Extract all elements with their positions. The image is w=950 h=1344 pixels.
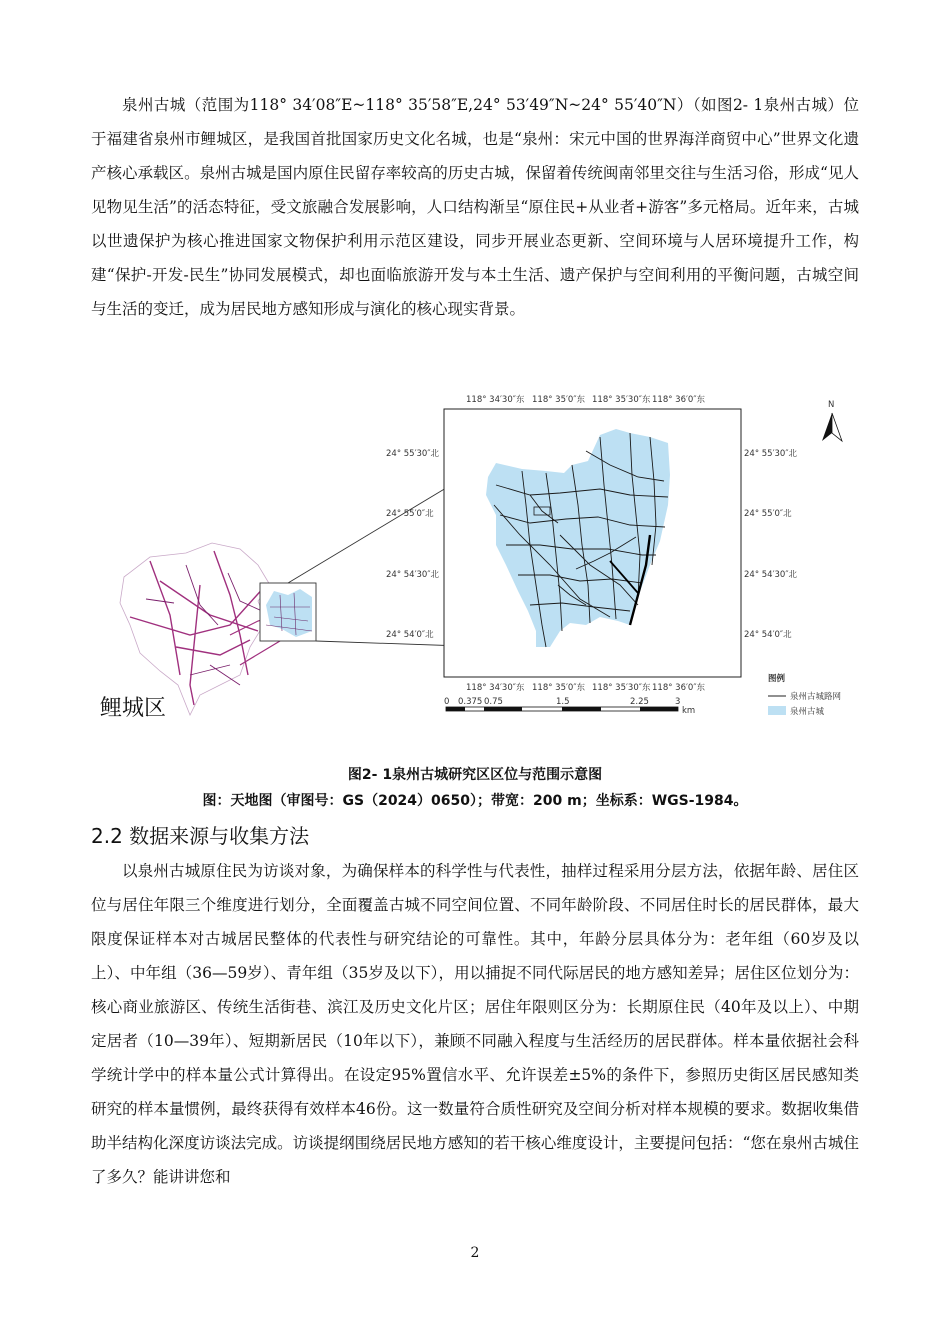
district-overview-map xyxy=(100,543,316,721)
svg-text:N: N xyxy=(828,400,835,410)
top-tick-1: 118° 34′30″东 xyxy=(466,395,525,405)
section-heading: 2.2 数据来源与收集方法 xyxy=(91,824,310,848)
top-tick-2: 118° 35′0″东 xyxy=(532,395,586,405)
figure-caption-title: 图2- 1泉州古城研究区区位与范围示意图 xyxy=(347,767,603,783)
scale-unit: km xyxy=(682,706,696,716)
legend-roads-label: 泉州古城路网 xyxy=(790,692,842,702)
left-tick-1: 24° 55′30″北 xyxy=(386,449,440,459)
legend-title: 图例 xyxy=(768,674,786,684)
district-label: 鲤城区 xyxy=(100,696,167,721)
figure-caption-source: 图：天地图（审图号：GS（2024）0650）；带宽：200 m；坐标系：WGS-1984。 xyxy=(202,793,748,809)
bottom-tick-4: 118° 36′0″东 xyxy=(652,683,706,693)
scale-label-1: 0.375 xyxy=(458,697,483,707)
method-paragraph: 以泉州古城原住民为访谈对象，为确保样本的科学性与代表性，抽样过程采用分层方法，依据年龄、居住区位与居住年限三个维度进行划分，全面覆盖古城不同空间位置、不同年龄阶段、不同居住时长的居民群体，最大限度保证样本对古城居民整体的代表性与研究结论的可靠性。其中，年龄分层具体分为：老年组（60岁及以上）、中年组（36—59岁）、青年组（35岁及以下），用以捕捉不同代际居民的地方感知差异；居住区位划分为：核心商业旅游区、传统生活街巷、滨江及历史文化片区；居住年限则区分为：长期原住民（40年及以上）、中期定居者（10—39年）、短期新居民（10年以下），兼顾不同融入程度与生活经历的居民群体。样本量依据社会科学统计学中的样本量公式计算得出。在设定95%置信水平、允许误差±5%的条件下，参照历史街区居民感知类研究的样本量惯例，最终获得有效样本46份。这一数量符合质性研究及空间分析对样本规模的要求。数据收集借助半结构化深度访谈法完成。访谈提纲围绕居民地方感知的若干核心维度设计，主要提问包括：“您在泉州古城住了多久？能讲讲您和 xyxy=(91,862,859,1186)
scale-label-4: 2.25 xyxy=(630,697,649,707)
page-number: 2 xyxy=(470,1245,480,1261)
top-tick-3: 118° 35′30″东 xyxy=(592,395,651,405)
right-tick-4: 24° 54′0″北 xyxy=(744,630,792,640)
left-tick-2: 24° 55′0″北 xyxy=(386,509,434,519)
bottom-tick-1: 118° 34′30″东 xyxy=(466,683,525,693)
scale-bar xyxy=(444,697,695,716)
legend-area-label: 泉州古城 xyxy=(790,707,825,717)
left-tick-3: 24° 54′30″北 xyxy=(386,570,440,580)
left-tick-4: 24° 54′0″北 xyxy=(386,630,434,640)
scale-label-5: 3 xyxy=(675,697,681,707)
scale-label-3: 1.5 xyxy=(556,697,570,707)
intro-paragraph: 泉州古城（范围为118° 34′08″E~118° 35′58″E,24° 53′49″N~24° 55′40″N）（如图2- 1泉州古城）位于福建省泉州市鲤城区，是我国首批国家历史文化名城，也是“泉州：宋元中国的世界海洋商贸中心”世界文化遗产核心承载区。泉州古城是国内原住民留存率较高的历史古城，保留着传统闽南邻里交往与生活习俗，形成“见人见物见生活”的活态特征，受文旅融合发展影响，人口结构渐呈“原住民+从业者+游客”多元格局。近年来，古城以世遗保护为核心推进国家文物保护利用示范区建设，同步开展业态更新、空间环境与人居环境提升工作，构建“保护-开发-民生”协同发展模式，却也面临旅游开发与本土生活、遗产保护与空间利用的平衡问题，古城空间与生活的变迁，成为居民地方感知形成与演化的核心现实背景。 xyxy=(91,96,859,318)
bottom-tick-2: 118° 35′0″东 xyxy=(532,683,586,693)
right-tick-1: 24° 55′30″北 xyxy=(744,449,798,459)
right-tick-3: 24° 54′30″北 xyxy=(744,570,798,580)
scale-label-2: 0.75 xyxy=(484,697,503,707)
right-tick-2: 24° 55′0″北 xyxy=(744,509,792,519)
scale-label-0: 0 xyxy=(444,697,450,707)
location-map-figure xyxy=(90,385,860,730)
top-tick-4: 118° 36′0″东 xyxy=(652,395,706,405)
map-legend xyxy=(768,673,841,717)
bottom-tick-3: 118° 35′30″东 xyxy=(592,683,651,693)
north-arrow-icon xyxy=(822,400,842,441)
